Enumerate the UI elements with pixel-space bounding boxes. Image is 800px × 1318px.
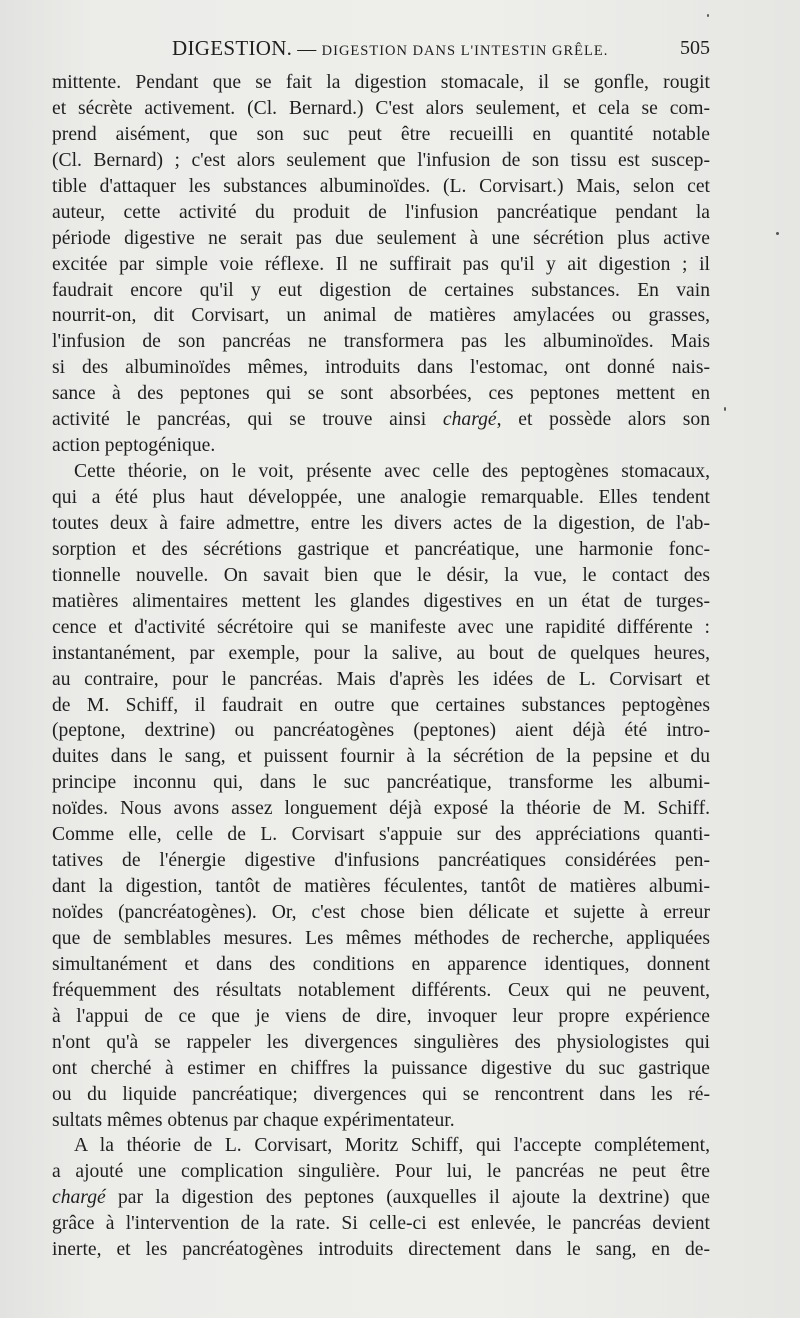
- text-line: A la théorie de L. Corvisart, Moritz Schiff, qui l'accepte complétement,: [74, 1135, 710, 1157]
- text-line: faudrait encore qu'il y eut digestion de certaines substances. En vain: [52, 279, 710, 301]
- text-line: ont cherché à estimer en chiffres la puissance digestive du suc gastrique: [52, 1057, 710, 1079]
- text-line: noïdes (pancréatogènes). Or, c'est chose bien délicate et sujette à erreur: [52, 902, 710, 923]
- page-speck: [776, 232, 779, 235]
- text-line: [52, 407, 710, 433]
- text-line: Cette théorie, on le voit, présente avec celle des peptogènes stomacaux,: [74, 461, 710, 483]
- text-segment: activité le pancréas, qui se trouve ainsi: [52, 409, 443, 431]
- text-line: excitée par simple voie réflexe. Il ne suffirait pas qu'il y ait digestion ; il: [52, 253, 710, 275]
- text-line: n'ont qu'à se rappeler les divergences singulières des physiologistes qui: [52, 1031, 710, 1053]
- text-line: [52, 1185, 710, 1211]
- text-line: action peptogénique.: [52, 435, 216, 457]
- text-line: et sécrète activement. (Cl. Bernard.) C'est alors seulement, et cela se com-: [52, 97, 710, 119]
- text-line: que de semblables mesures. Les mêmes méthodes de recherche, appliquées: [52, 927, 710, 949]
- text-line: fréquemment des résultats notablement différents. Ceux qui ne peuvent,: [52, 979, 710, 1001]
- text-line: simultanément et dans des conditions en apparence identiques, donnent: [52, 953, 710, 975]
- text-line: Comme elle, celle de L. Corvisart s'appuie sur des appréciations quanti-: [52, 824, 710, 846]
- running-title-dash: —: [292, 39, 322, 60]
- text-line: cence et d'activité sécrétoire qui se manifeste avec une rapidité différente :: [52, 616, 710, 638]
- text-line: principe inconnu qui, dans le suc pancréatique, transforme les albumi-: [52, 772, 710, 794]
- text-line: sance à des peptones qui se sont absorbées, ces peptones mettent en: [52, 383, 710, 405]
- text-line: grâce à l'intervention de la rate. Si celle-ci est enlevée, le pancréas devient: [52, 1213, 710, 1235]
- running-title-main: DIGESTION.: [172, 36, 293, 60]
- text-line: duites dans le sang, et puissent fournir à la sécrétion de la pepsine et du: [52, 746, 710, 768]
- text-line: de M. Schiff, il faudrait en outre que certaines substances peptogènes: [52, 694, 710, 716]
- body-text: [52, 70, 710, 1263]
- text-segment: , et possède alors son: [496, 409, 710, 431]
- page-speck: [707, 14, 709, 17]
- text-line: tionnelle nouvelle. On savait bien que le désir, la vue, le contact des: [52, 564, 710, 586]
- running-title: [172, 33, 608, 66]
- text-line: tible d'attaquer les substances albuminoïdes. (L. Corvisart.) Mais, selon cet: [52, 175, 710, 197]
- text-line: au contraire, pour le pancréas. Mais d'après les idées de L. Corvisart et: [52, 668, 710, 690]
- text-line: nourrit-on, dit Corvisart, un animal de matières amylacées ou grasses,: [52, 305, 710, 327]
- text-line: période digestive ne serait pas due seulement à une sécrétion plus active: [52, 227, 710, 249]
- running-title-sub: DIGESTION DANS L'INTESTIN GRÊLE.: [321, 43, 609, 59]
- text-line: si des albuminoïdes mêmes, introduits dans l'estomac, ont donné nais-: [52, 357, 710, 379]
- text-line: prend aisément, que son suc peut être recueilli en quantité notable: [52, 123, 710, 145]
- text-line: noïdes. Nous avons assez longuement déjà exposé la théorie de M. Schiff.: [52, 798, 710, 820]
- text-line: dant la digestion, tantôt de matières féculentes, tantôt de matières albumi-: [52, 876, 710, 898]
- text-line: sultats mêmes obtenus par chaque expérimentateur.: [52, 1109, 455, 1131]
- running-head: [52, 33, 710, 63]
- text-line: (peptone, dextrine) ou pancréatogènes (peptones) aient déjà été intro-: [52, 720, 710, 742]
- text-line: instantanément, par exemple, pour la salive, au bout de quelques heures,: [52, 642, 710, 664]
- text-line: ou du liquide pancréatique; divergences qui se rencontrent dans les ré-: [52, 1083, 710, 1105]
- text-line: matières alimentaires mettent les glandes digestives en un état de turges-: [52, 590, 710, 612]
- text-line: l'infusion de son pancréas ne transformera pas les albuminoïdes. Mais: [52, 331, 710, 353]
- text-segment: par la digestion des peptones (auxquelles il ajoute la dextrine) que: [105, 1187, 710, 1209]
- text-line: (Cl. Bernard) ; c'est alors seulement que l'infusion de son tissu est suscep-: [52, 149, 710, 171]
- text-line: auteur, cette activité du produit de l'infusion pancréatique pendant la: [52, 201, 710, 223]
- text-line: inerte, et les pancréatogènes introduits directement dans le sang, en de-: [52, 1239, 710, 1261]
- text-line: mittente. Pendant que se fait la digestion stomacale, il se gonfle, rougit: [52, 72, 710, 93]
- italic-term: chargé: [442, 409, 497, 431]
- page-speck: [724, 407, 726, 411]
- italic-term: chargé: [52, 1187, 106, 1209]
- text-line: qui a été plus haut développée, une analogie remarquable. Elles tendent: [52, 487, 710, 508]
- text-line: tatives de l'énergie digestive d'infusions pancréatiques considérées pen-: [52, 850, 710, 872]
- page-number: 505: [680, 37, 710, 59]
- text-line: toutes deux à faire admettre, entre les divers actes de la digestion, de l'ab-: [52, 512, 710, 534]
- text-line: à l'appui de ce que je viens de dire, invoquer leur propre expérience: [52, 1005, 710, 1027]
- text-line: sorption et des sécrétions gastrique et pancréatique, une harmonie fonc-: [52, 538, 710, 560]
- text-line: a ajouté une complication singulière. Pour lui, le pancréas ne peut être: [52, 1161, 710, 1183]
